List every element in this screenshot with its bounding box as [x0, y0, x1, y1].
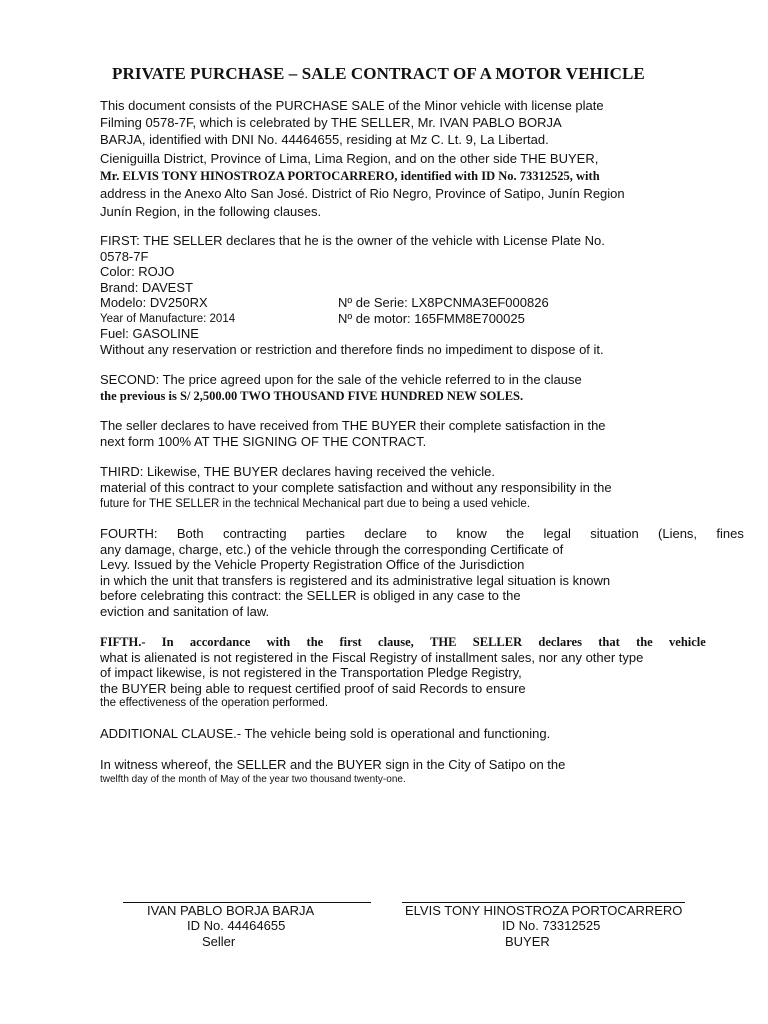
fifth-clause-line: what is alienated is not registered in the Fiscal Registry of installment sales, nor any other type: [100, 650, 644, 665]
word: SELLER: [472, 635, 523, 649]
word: the: [306, 635, 324, 649]
vehicle-serial: Nº de Serie: LX8PCNMA3EF000826: [338, 295, 549, 310]
third-clause-line: future for THE SELLER in the technical Mechanical part due to being a used vehicle.: [100, 498, 531, 510]
fifth-clause-line: of impact likewise, is not registered in the Transportation Pledge Registry,: [100, 665, 522, 680]
word: (Liens,: [658, 526, 698, 541]
fifth-clause-line-justified: [100, 634, 706, 650]
witness-date: twelfth day of the month of May of the year two thousand twenty-one.: [100, 774, 406, 785]
second-clause-line: SECOND: The price agreed upon for the sale of the vehicle referred to in the clause: [100, 372, 582, 387]
word: that: [598, 635, 620, 649]
word: vehicle: [669, 635, 706, 649]
word: parties: [305, 526, 345, 541]
intro-line: Filming 0578-7F, which is celebrated by THE SELLER, Mr. IVAN PABLO BORJA: [100, 115, 562, 130]
fourth-clause-line: before celebrating this contract: the SELLER is obliged in any case to the: [100, 588, 521, 603]
license-plate: 0578-7F: [100, 249, 149, 264]
word: to: [426, 526, 438, 541]
second-clause-line: The seller declares to have received from THE BUYER their complete satisfaction in the: [100, 418, 606, 433]
seller-name: IVAN PABLO BORJA BARJA: [147, 903, 315, 918]
word: In: [161, 635, 174, 649]
word: THE: [430, 635, 457, 649]
first-clause-end: Without any reservation or restriction and therefore finds no impediment to dispose of it.: [100, 342, 604, 357]
intro-line: address in the Anexo Alto San José. District of Rio Negro, Province of Satipo, Junín Region: [100, 186, 625, 201]
word: Both: [176, 526, 204, 541]
seller-role: Seller: [202, 934, 236, 949]
vehicle-year: Year of Manufacture: 2014: [100, 313, 236, 325]
vehicle-motor: Nº de motor: 165FMM8E700025: [338, 311, 525, 326]
vehicle-brand: Brand: DAVEST: [100, 280, 193, 295]
intro-line: This document consists of the PURCHASE SALE of the Minor vehicle with license plate: [100, 98, 604, 113]
intro-line: Cieniguilla District, Province of Lima, Lima Region, and on the other side THE BUYER,: [100, 151, 599, 166]
intro-line-bold: Mr. ELVIS TONY HINOSTROZA PORTOCARRERO, identified with ID No. 73312525, with: [100, 169, 600, 183]
word: legal: [543, 526, 571, 541]
word: FIFTH.-: [100, 635, 146, 649]
fourth-clause-line-justified: [100, 526, 744, 542]
third-clause-line: THIRD: Likewise, THE BUYER declares having received the vehicle.: [100, 464, 495, 479]
word: the: [636, 635, 653, 649]
fifth-clause-line: the BUYER being able to request certified proof of said Records to ensure: [100, 681, 526, 696]
fourth-clause-line: any damage, charge, etc.) of the vehicle through the corresponding Certificate of: [100, 542, 564, 557]
seller-id: ID No. 44464655: [187, 918, 286, 933]
word: contracting: [222, 526, 287, 541]
vehicle-model: Modelo: DV250RX: [100, 295, 208, 310]
additional-clause: ADDITIONAL CLAUSE.- The vehicle being sold is operational and functioning.: [100, 726, 551, 741]
word: fines: [716, 526, 744, 541]
intro-line: Junín Region, in the following clauses.: [100, 204, 322, 219]
document-title: PRIVATE PURCHASE – SALE CONTRACT OF A MOTOR VEHICLE: [112, 64, 645, 83]
vehicle-fuel: Fuel: GASOLINE: [100, 326, 199, 341]
second-clause-line: next form 100% AT THE SIGNING OF THE CONTRACT.: [100, 434, 427, 449]
word: declares: [538, 635, 582, 649]
word: first: [339, 635, 362, 649]
word: declare: [364, 526, 407, 541]
third-clause-line: material of this contract to your complete satisfaction and without any responsibility in the: [100, 480, 612, 495]
price-line: the previous is S/ 2,500.00 TWO THOUSAND FIVE HUNDRED NEW SOLES.: [100, 389, 524, 403]
buyer-name: ELVIS TONY HINOSTROZA PORTOCARRERO: [405, 903, 683, 918]
vehicle-color: Color: ROJO: [100, 264, 175, 279]
fourth-clause-line: in which the unit that transfers is registered and its administrative legal situation is known: [100, 573, 611, 588]
buyer-role: BUYER: [505, 934, 550, 949]
buyer-id: ID No. 73312525: [502, 918, 601, 933]
word: accordance: [189, 635, 251, 649]
fourth-clause-line: Levy. Issued by the Vehicle Property Registration Office of the Jurisdiction: [100, 557, 525, 572]
first-clause-line: FIRST: THE SELLER declares that he is the owner of the vehicle with License Plate No.: [100, 233, 605, 248]
word: clause,: [378, 635, 414, 649]
fourth-clause-line: eviction and sanitation of law.: [100, 604, 270, 619]
intro-line: BARJA, identified with DNI No. 44464655, residing at Mz C. Lt. 9, La Libertad.: [100, 132, 549, 147]
fifth-clause-line: the effectiveness of the operation performed.: [100, 697, 329, 709]
word: the: [506, 526, 525, 541]
word: with: [266, 635, 291, 649]
word: know: [456, 526, 487, 541]
word: situation: [590, 526, 639, 541]
witness-line: In witness whereof, the SELLER and the BUYER sign in the City of Satipo on the: [100, 757, 566, 772]
word: FOURTH:: [100, 526, 158, 541]
